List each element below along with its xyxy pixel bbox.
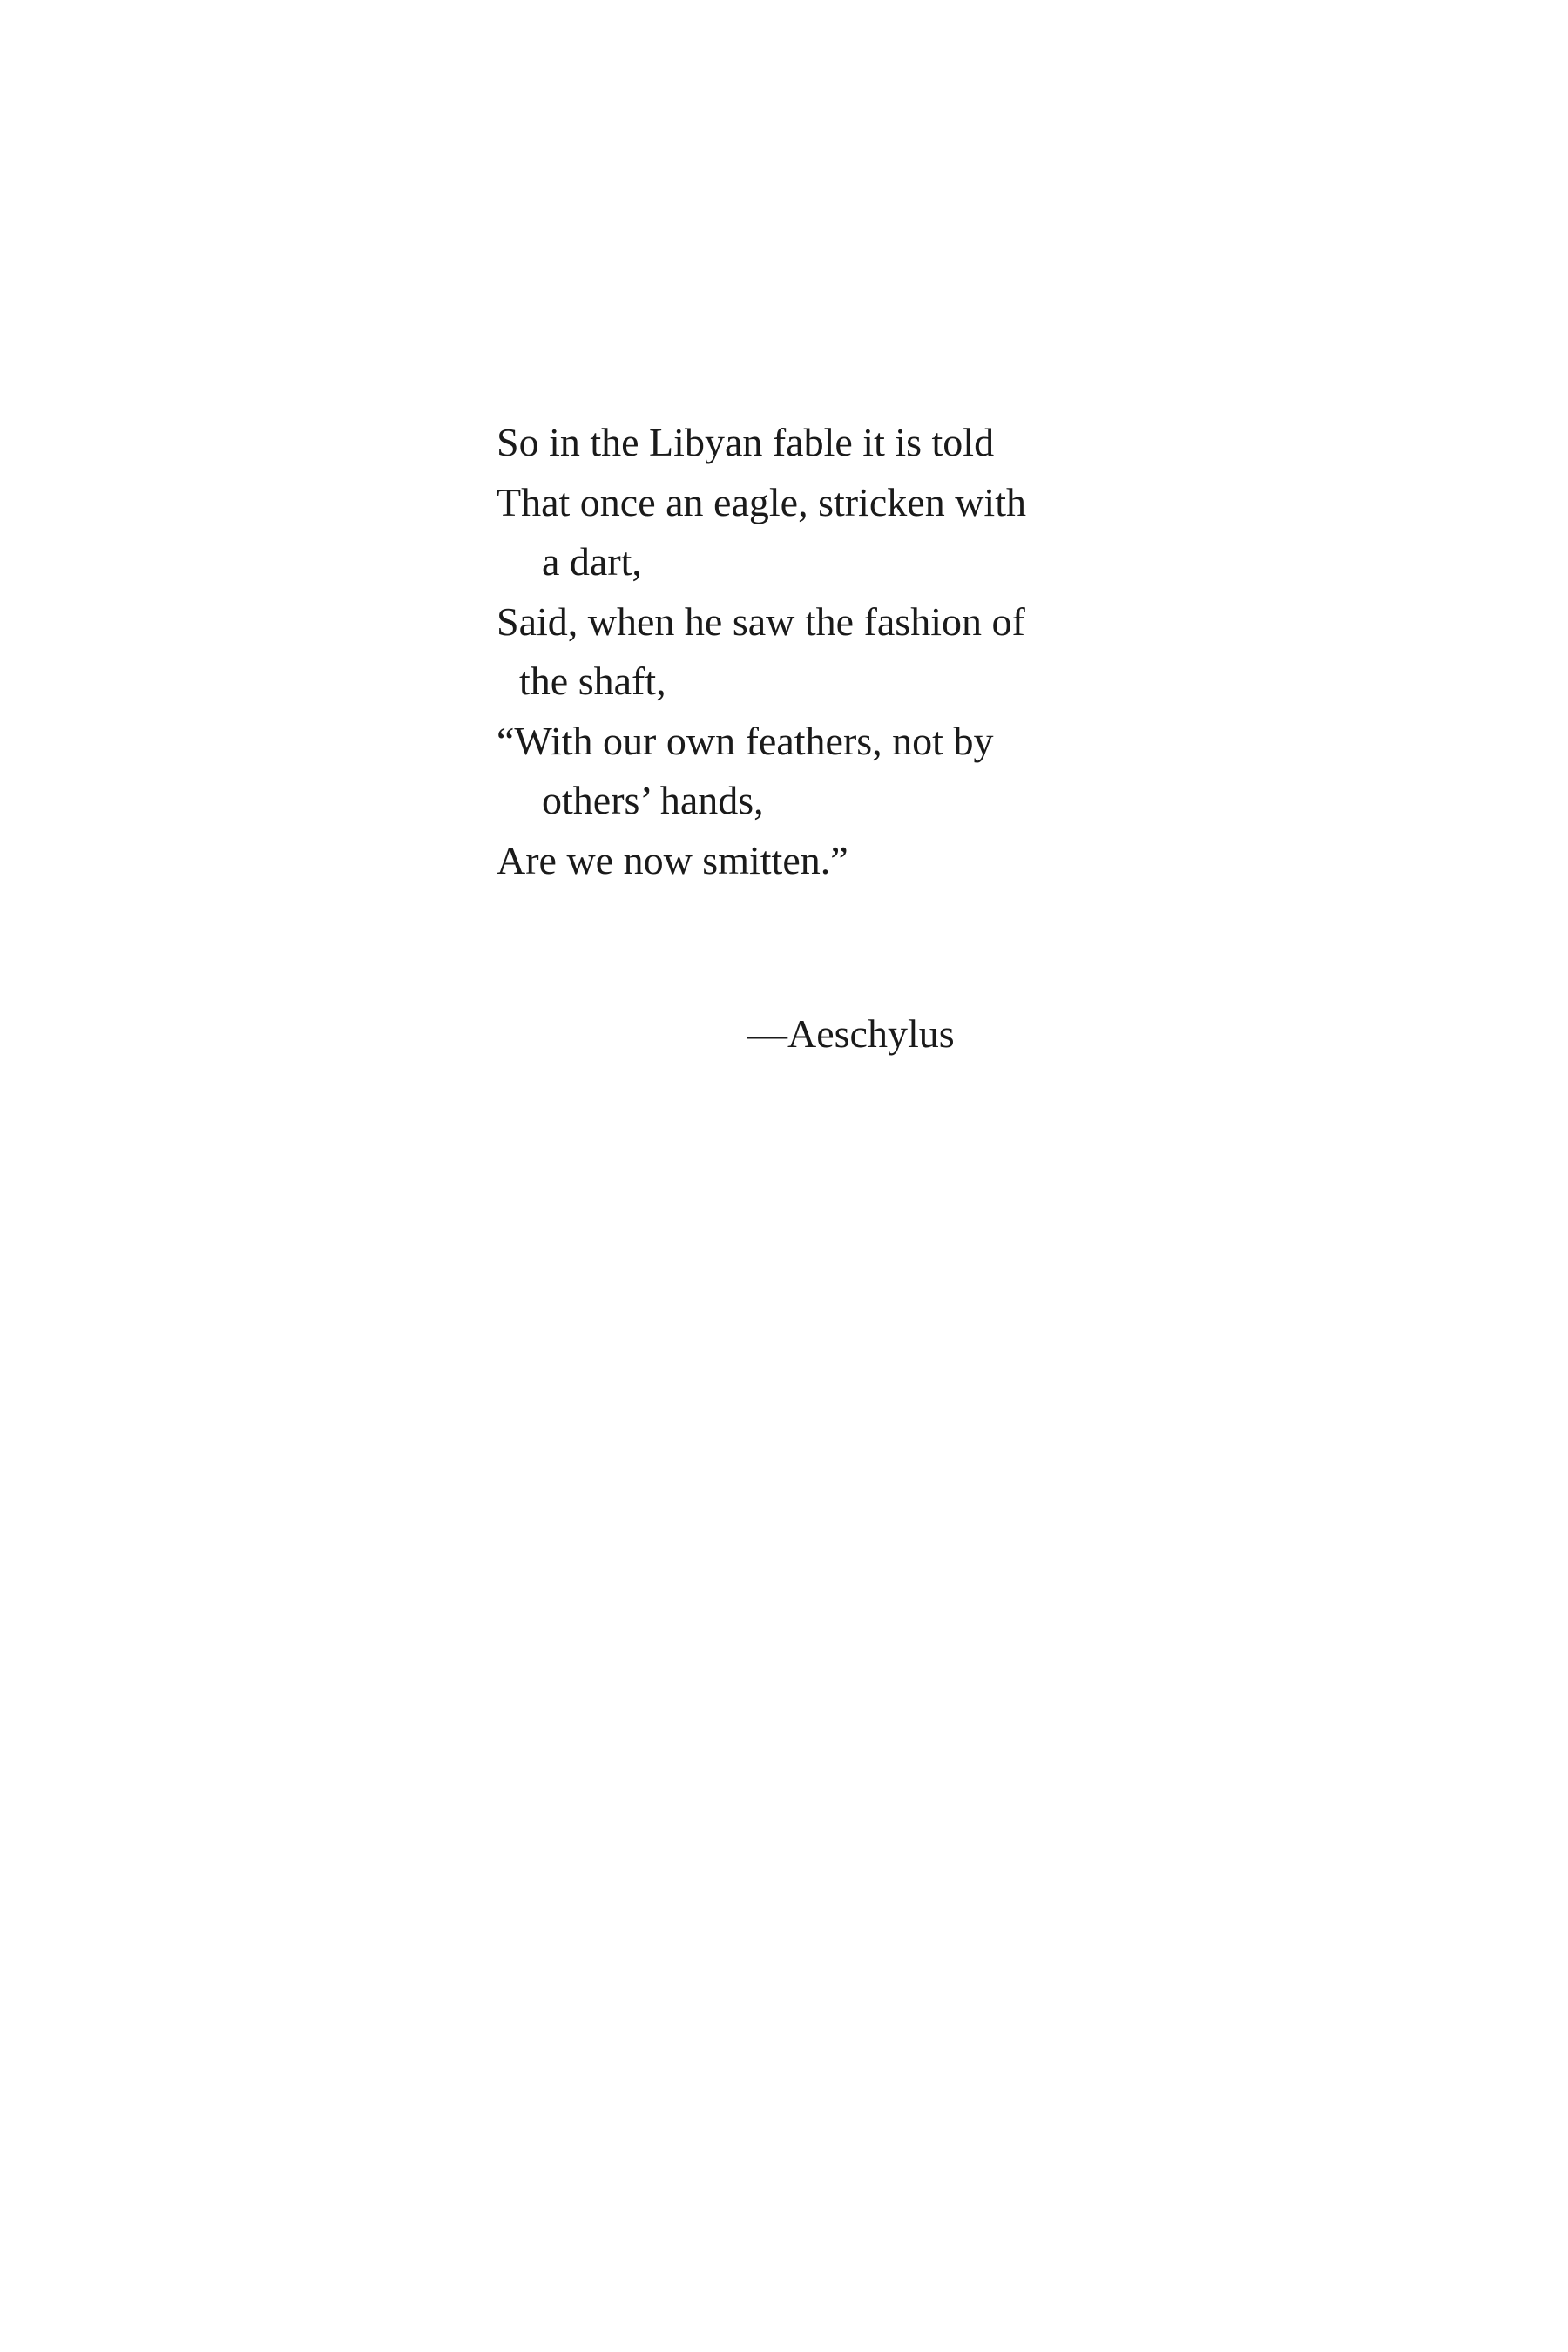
- verse-line: Are we now smitten.”: [497, 837, 848, 882]
- verse-line-continuation: a dart,: [542, 539, 642, 584]
- verse-line-continuation: others’ hands,: [542, 778, 764, 822]
- verse-line: Said, when he saw the fashion of: [497, 598, 1025, 644]
- verse-line: “With our own feathers, not by: [497, 718, 994, 763]
- verse-line: So in the Libyan fable it is told: [497, 420, 995, 464]
- verse-line-continuation: the shaft,: [519, 659, 666, 703]
- epigraph-attribution: —Aeschylus: [747, 1011, 955, 1056]
- epigraph-verse: [497, 413, 1106, 890]
- verse-line: That once an eagle, stricken with: [497, 479, 1026, 524]
